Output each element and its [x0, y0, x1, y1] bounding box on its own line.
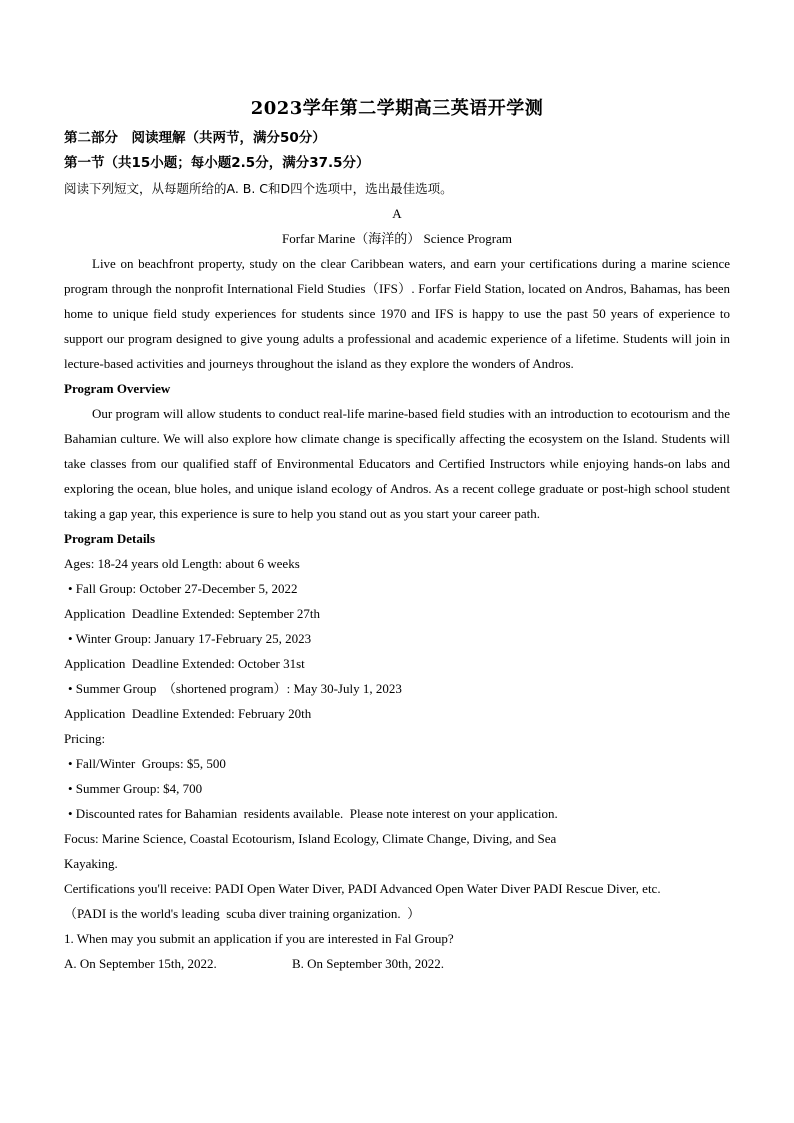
overview-heading: Program Overview [64, 381, 171, 396]
instruction-text: 阅读下列短文，从每题所给的A. B. C和D四个选项中，选出最佳选项。 [64, 181, 453, 196]
option-a: A. On September 15th, 2022. [64, 956, 217, 971]
fall-group-item: • Fall Group: October 27-December 5, 2022 [68, 581, 298, 596]
fall-deadline: Application Deadline Extended: September 27th [64, 606, 320, 621]
focus-line-continued: Kayaking. [64, 856, 118, 871]
summer-deadline: Application Deadline Extended: February 20th [64, 706, 312, 721]
part-heading: 第二部分 阅读理解（共两节，满分50分） [64, 130, 326, 146]
winter-group-item: • Winter Group: January 17-February 25, 2023 [68, 631, 312, 646]
price-fall-winter: • Fall/Winter Groups: $5, 500 [68, 756, 226, 771]
passage-label: A [392, 206, 402, 221]
document-content [64, 96, 730, 976]
question-1: 1. When may you submit an application if you are interested in Fal Group? [64, 931, 454, 946]
certifications-line: Certifications you'll receive: PADI Open Water Diver, PADI Advanced Open Water Diver PADI Rescue Diver, etc. [64, 881, 661, 896]
exam-title: 2023学年第二学期高三英语开学测 [250, 98, 544, 119]
summer-group-item: • Summer Group （shortened program）: May 30-July 1, 2023 [68, 681, 402, 696]
intro-paragraph: Live on beachfront property, study on the clear Caribbean waters, and earn your certifications during a marine science program through the nonprofit International Field Studies（IFS）. Forfar Field Station, located on Andros, Bahamas, has been home to unique field study experiences for students since 1970 and IFS is happy to use the past 50 years of experience to support our program designed to give young adults a professional and academic experience of a lifetime. Students will join in lecture-based activities and journeys throughout the island as they explore the wonders of Andros. [64, 256, 730, 371]
price-summer: • Summer Group: $4, 700 [68, 781, 203, 796]
details-heading: Program Details [64, 531, 156, 546]
price-discount: • Discounted rates for Bahamian residents available. Please note interest on your application. [68, 806, 558, 821]
section-heading: 第一节（共15小题；每小题2.5分，满分37.5分） [64, 155, 370, 171]
winter-deadline: Application Deadline Extended: October 31st [64, 656, 305, 671]
pricing-label: Pricing: [64, 731, 106, 746]
option-b: B. On September 30th, 2022. [292, 956, 445, 971]
overview-paragraph: Our program will allow students to conduct real-life marine-based field studies with an introduction to ecotourism and the Bahamian culture. We will also explore how climate change is specifically affecting the ecosystem on the Island. Students will take classes from our qualified staff of Environmental Educators and Certified Instructors while enjoying hands-on labs and exploring the ocean, blue holes, and unique island ecology of Andros. As a recent college graduate or post-high school student taking a gap year, this experience is sure to help you stand out as you start your career path. [64, 406, 730, 521]
passage-title: Forfar Marine（海洋的） Science Program [282, 231, 512, 246]
question-1-options [64, 951, 730, 976]
certifications-note: （PADI is the world's leading scuba diver training organization. ） [64, 906, 421, 921]
focus-line: Focus: Marine Science, Coastal Ecotourism, Island Ecology, Climate Change, Diving, and Sea [64, 831, 557, 846]
ages-line: Ages: 18-24 years old Length: about 6 weeks [64, 556, 300, 571]
